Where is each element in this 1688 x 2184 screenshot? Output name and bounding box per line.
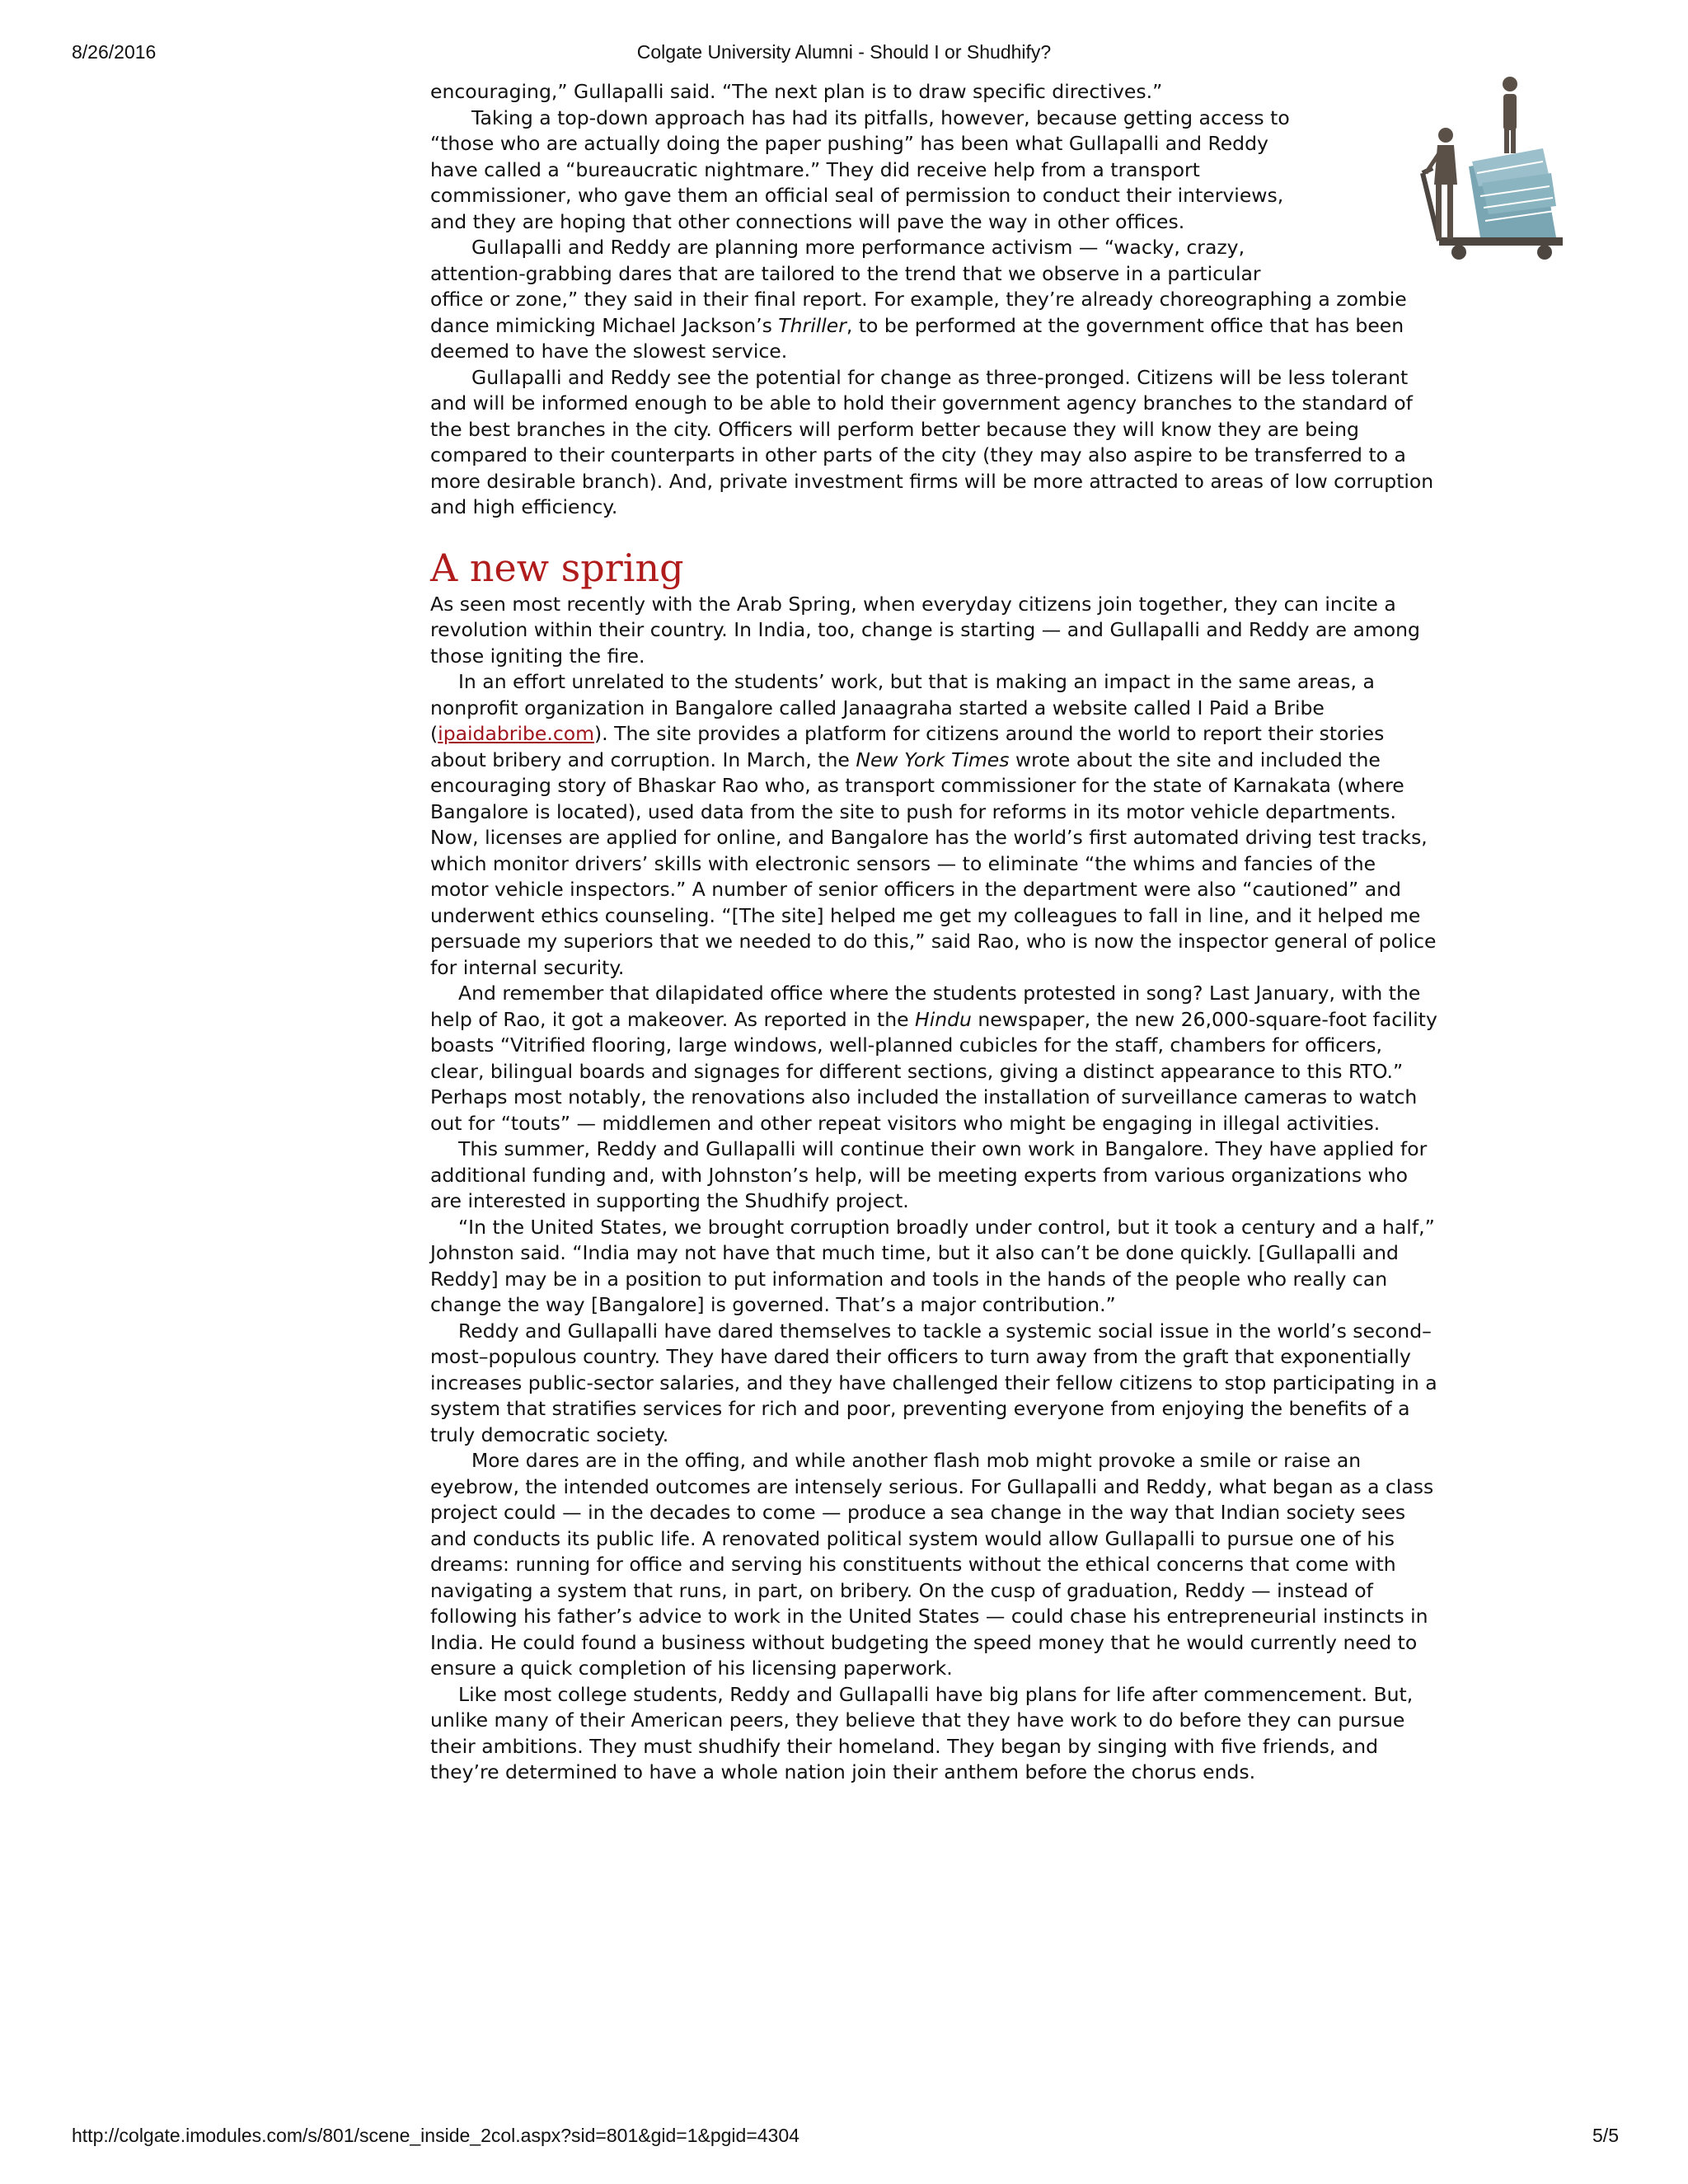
text-line: Gullapalli and Reddy see the potential for change as three-pronged. Citizens will be less tolerant	[471, 365, 1409, 389]
text-line: out for “touts” — middlemen and other repeat visitors who might be engaging in illegal activities.	[430, 1111, 1381, 1135]
text-line: following his father’s advice to work in the United States — could chase his entrepreneurial instincts in	[430, 1605, 1428, 1628]
text-line: motor vehicle inspectors.” A number of senior officers in the department were also “cautioned” and	[430, 878, 1401, 901]
text-line: Reddy and Gullapalli have dared themselves to tackle a systemic social issue in the world’s second–	[458, 1319, 1432, 1343]
text-line: more desirable branch). And, private investment firms will be more attracted to areas of low corruption	[430, 469, 1434, 493]
text-line: boasts “Vitrified flooring, large windows, well-planned cubicles for the staff, chambers for officers,	[430, 1033, 1382, 1057]
text-line: dance mimicking Michael Jackson’s Thriller, to be performed at the government office that has been	[430, 313, 1404, 337]
text-line: underwent ethics counseling. “[The site] helped me get my colleagues to fall in line, and it helped me	[430, 903, 1421, 927]
text-line: Like most college students, Reddy and Gullapalli have big plans for life after commencement. But,	[458, 1682, 1414, 1706]
text-line: and conducts its public life. A renovated political system would allow Gullapalli to pursue one of his	[430, 1526, 1395, 1550]
text-line: deemed to have the slowest service.	[430, 340, 788, 363]
text-line: Now, licenses are applied for online, and Bangalore has the world’s first automated driving test tracks,	[430, 826, 1428, 849]
text-line: “those who are actually doing the paper pushing” has been what Gullapalli and Reddy	[430, 132, 1268, 155]
text-line: about bribery and corruption. In March, the New York Times wrote about the site and included the	[430, 748, 1381, 771]
article-body	[430, 79, 1584, 1786]
spring-paragraphs	[430, 592, 1584, 1786]
text-line: are interested in supporting the Shudhify project.	[430, 1189, 909, 1212]
text-line: for internal security.	[430, 955, 625, 979]
text-line: In an effort unrelated to the students’ work, but that is making an impact in the same areas, a	[458, 670, 1375, 693]
text-line: the best branches in the city. Officers will perform better because they will know they are being	[430, 417, 1359, 441]
text-line: navigating a system that runs, in part, on bribery. On the cusp of graduation, Reddy — instead of	[430, 1578, 1373, 1602]
text-line: dreams: running for office and serving his constituents without the ethical concerns that come with	[430, 1553, 1396, 1576]
text-line: attention-grabbing dares that are tailored to the trend that we observe in a particular	[430, 261, 1261, 285]
text-line: have called a “bureaucratic nightmare.” They did receive help from a transport	[430, 157, 1200, 181]
text-line: change the way [Bangalore] is governed. That’s a major contribution.”	[430, 1293, 1116, 1316]
text-line: “In the United States, we brought corruption broadly under control, but it took a century and a half,”	[458, 1215, 1435, 1239]
text-line: Johnston said. “India may not have that much time, but it also can’t be done quickly. [Gullapalli and	[430, 1241, 1399, 1264]
text-line: system that stratifies services for rich and poor, preventing everyone from enjoying the benefits of a	[430, 1397, 1410, 1420]
text-line: encouraging,” Gullapalli said. “The next plan is to draw specific directives.”	[430, 80, 1163, 103]
text-line: help of Rao, it got a makeover. As reported in the Hindu newspaper, the new 26,000-square-foot facility	[430, 1007, 1437, 1031]
text-line: nonprofit organization in Bangalore called Janaagraha started a website called I Paid a Bribe	[430, 696, 1325, 719]
text-line: and they are hoping that other connections will pave the way in other offices.	[430, 209, 1185, 233]
text-line: revolution within their country. In India, too, change is starting — and Gullapalli and Reddy are among	[430, 618, 1420, 641]
text-line: Perhaps most notably, the renovations also included the installation of surveillance cameras to watch	[430, 1085, 1418, 1108]
section-heading: A new spring	[430, 545, 684, 590]
text-line: compared to their counterparts in other parts of the city (they may also aspire to be transferred to a	[430, 443, 1406, 466]
text-line: Gullapalli and Reddy are planning more performance activism — “wacky, crazy,	[471, 236, 1245, 259]
nyt-title: New York Times	[856, 748, 1010, 771]
text-line: commissioner, who gave them an official seal of permission to conduct their interviews,	[430, 184, 1284, 207]
text-line: encouraging story of Bhaskar Rao who, as transport commissioner for the state of Karnakata (where	[430, 774, 1404, 797]
text-line: office or zone,” they said in their final report. For example, they’re already choreographing a zombie	[430, 288, 1407, 311]
print-url: http://colgate.imodules.com/s/801/scene_inside_2col.aspx?sid=801&gid=1&pgid=4304	[72, 2125, 799, 2146]
text-line: Reddy] may be in a position to put information and tools in the hands of the people who really can	[430, 1267, 1388, 1291]
text-line: increases public-sector salaries, and they have challenged their fellow citizens to stop participating in a	[430, 1371, 1437, 1394]
text-line: which monitor drivers’ skills with electronic sensors — to eliminate “the whims and fancies of the	[430, 851, 1376, 875]
text-line: and will be informed enough to be able to hold their government agency branches to the standard of	[430, 391, 1413, 415]
text-line: and high efficiency.	[430, 495, 618, 518]
text-line: they’re determined to have a whole nation join their anthem before the chorus ends.	[430, 1760, 1256, 1783]
intro-paragraphs	[430, 79, 1584, 521]
print-date: 8/26/2016	[72, 41, 157, 63]
text-line: project could — in the decades to come — produce a sea change in the way that Indian society sees	[430, 1501, 1406, 1524]
text-line: clear, bilingual boards and signages for different sections, giving a distinct appearance to this RTO.”	[430, 1059, 1404, 1083]
text-line: unlike many of their American peers, they believe that they have work to do before they can pursue	[430, 1708, 1405, 1732]
ipaidabribe-link[interactable]: ipaidabribe.com	[438, 722, 595, 745]
text-line: More dares are in the offing, and while another flash mob might provoke a smile or raise an	[471, 1449, 1362, 1472]
text-line: persuade my superiors that we needed to do this,” said Rao, who is now the inspector general of police	[430, 930, 1437, 953]
text-line: Taking a top-down approach has had its pitfalls, however, because getting access to	[471, 105, 1290, 129]
text-line: additional funding and, with Johnston’s help, will be meeting experts from various organizations who	[430, 1163, 1409, 1187]
text-line: This summer, Reddy and Gullapalli will continue their own work in Bangalore. They have applied for	[458, 1137, 1428, 1160]
hindu-title: Hindu	[915, 1007, 972, 1031]
thriller-title: Thriller	[778, 313, 846, 337]
text-line: Bangalore is located), used data from the site to push for reforms in its motor vehicle departments.	[430, 799, 1396, 823]
print-title: Colgate University Alumni - Should I or Shudhify?	[636, 41, 1052, 63]
print-page-number: 5/5	[1592, 2125, 1619, 2146]
text-line: (ipaidabribe.com). The site provides a platform for citizens around the world to report their stories	[430, 722, 1385, 745]
text-line: those igniting the fire.	[430, 644, 645, 668]
text-line: ensure a quick completion of his licensing paperwork.	[430, 1657, 953, 1680]
text-line: India. He could found a business without budgeting the speed money that he would currently need to	[430, 1630, 1418, 1654]
text-line: most–populous country. They have dared their officers to turn away from the graft that exponentially	[430, 1345, 1411, 1368]
text-line: eyebrow, the intended outcomes are intensely serious. For Gullapalli and Reddy, what began as a class	[430, 1474, 1434, 1498]
text-line: As seen most recently with the Arab Spring, when everyday citizens join together, they can incite a	[430, 592, 1396, 616]
text-line: their ambitions. They must shudhify their homeland. They began by singing with five friends, and	[430, 1734, 1379, 1758]
text-line: truly democratic society.	[430, 1422, 669, 1446]
text-line: And remember that dilapidated office where the students protested in song? Last January, with the	[458, 982, 1421, 1005]
